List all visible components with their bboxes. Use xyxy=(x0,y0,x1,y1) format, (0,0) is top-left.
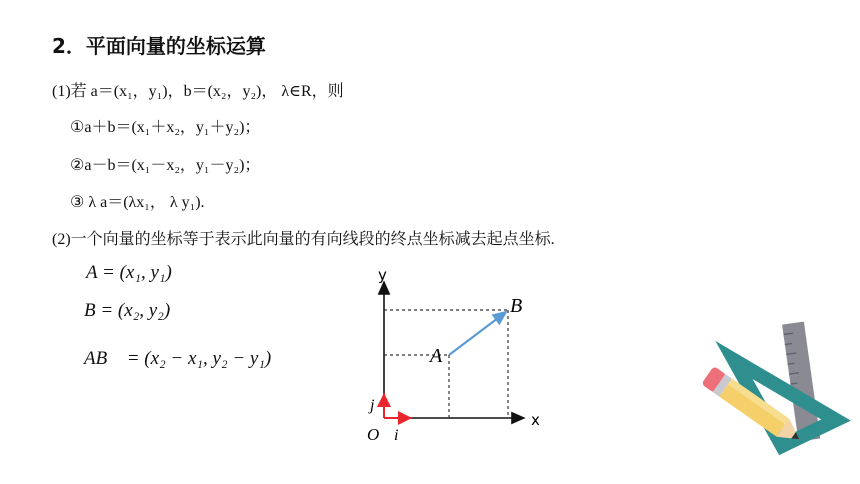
x-axis-label: x xyxy=(531,411,540,429)
rule-addition: ①a＋b＝(x₁＋x₂，y₁＋y₂)； xyxy=(70,119,261,136)
rule-intro: (1)若 a＝(x₁，y₁)，b＝(x₂，y₂)， λ∈R，则 xyxy=(52,83,344,100)
formula-point-b: B = (x₂, y₂) xyxy=(84,300,171,321)
origin-label: O xyxy=(367,425,380,444)
j-label: j⃗ xyxy=(370,397,387,414)
page-title: 2．平面向量的坐标运算 xyxy=(52,34,266,58)
formula-vector-ab: AB⃗ = (x₂ − x₁, y₂ − y₁) xyxy=(84,348,272,369)
i-label: i⃗ xyxy=(394,427,411,444)
point-a-label: A xyxy=(430,345,443,367)
rule-endpoint-coordinates: (2)一个向量的坐标等于表示此向量的有向线段的终点坐标减去起点坐标. xyxy=(52,231,555,248)
formula-point-a: A = (x₁, y₁) xyxy=(86,262,172,283)
y-axis-label: y xyxy=(378,266,387,284)
point-b-label: B xyxy=(510,295,523,317)
rule-subtraction: ②a－b＝(x₁－x₂，y₁－y₂)； xyxy=(70,157,261,174)
rule-scalar: ③ λ a＝(λx₁， λ y₁). xyxy=(70,194,205,211)
